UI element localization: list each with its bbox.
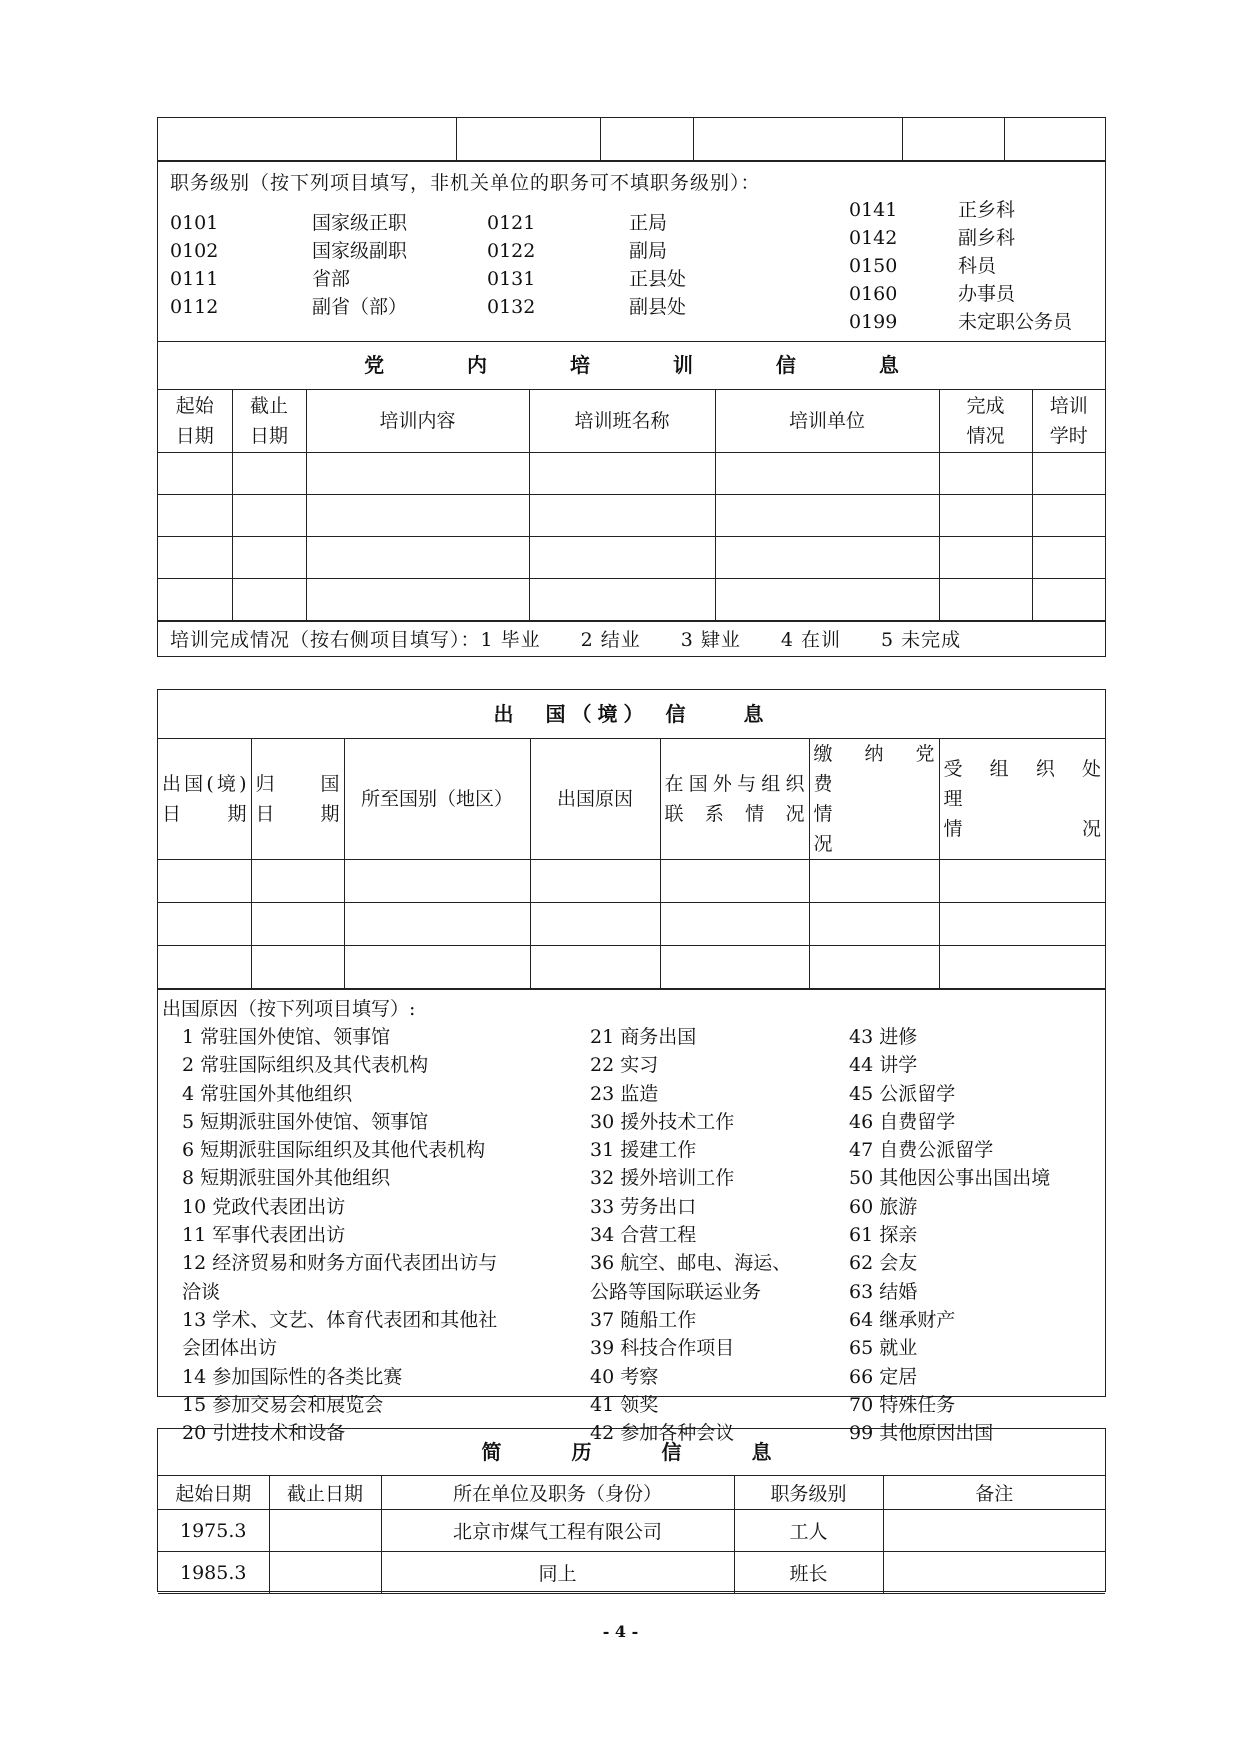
cell[interactable] (158, 860, 251, 903)
code-col-2 (487, 208, 686, 320)
cell[interactable] (809, 903, 939, 946)
list-item: 62 会友 (849, 1252, 918, 1275)
cell-unit-position[interactable]: 北京市煤气工程有限公司 (381, 1510, 734, 1552)
header-start-date: 起始日期 (158, 1476, 269, 1510)
cell[interactable] (158, 118, 456, 160)
cell[interactable] (715, 536, 939, 578)
list-item: 2 常驻国际组织及其代表机构 (182, 1054, 429, 1077)
cell-start-date[interactable]: 1985.3 (158, 1552, 269, 1594)
list-item: 63 结婚 (849, 1280, 918, 1303)
cell-end-date[interactable] (269, 1552, 381, 1594)
code: 0101 (170, 211, 219, 234)
code-col-3 (849, 195, 1072, 335)
table-row (158, 860, 1105, 903)
cell-job-level[interactable]: 班长 (734, 1552, 883, 1594)
cell[interactable] (344, 946, 530, 989)
list-item: 34 合营工程 (590, 1224, 697, 1247)
code-name: 正乡科 (958, 198, 1016, 221)
list-item: 60 旅游 (849, 1195, 918, 1218)
code-name: 办事员 (958, 282, 1016, 305)
cell[interactable] (939, 860, 1105, 903)
cell[interactable] (344, 903, 530, 946)
list-item: 44 讲学 (849, 1054, 918, 1077)
list-item: 12 经济贸易和财务方面代表团出访与 (182, 1252, 498, 1275)
cell[interactable] (529, 452, 715, 494)
code: 0131 (487, 267, 536, 290)
cell[interactable] (902, 118, 1004, 160)
header-country: 所至国别（地区） (344, 739, 530, 860)
cell[interactable] (232, 578, 306, 620)
code: 0160 (849, 282, 898, 305)
list-item: 66 定居 (849, 1365, 918, 1388)
list-item: 47 自费公派留学 (849, 1139, 994, 1162)
reasons-col-1 (182, 1023, 497, 1447)
list-item: 36 航空、邮电、海运、 (590, 1252, 792, 1275)
code-name: 国家级副职 (312, 239, 408, 262)
cell[interactable] (939, 452, 1032, 494)
code-col-1 (170, 208, 407, 320)
resume-block (157, 1428, 1106, 1592)
table-row (158, 1510, 1105, 1552)
code: 0121 (487, 211, 536, 234)
code-name: 正县处 (629, 267, 687, 290)
header-completion: 完成 情况 (939, 389, 1032, 452)
list-item: 64 继承财产 (849, 1308, 956, 1331)
cell[interactable] (693, 118, 902, 160)
cell[interactable] (306, 494, 529, 536)
code-name: 副局 (629, 239, 668, 262)
header-leave-date: 出国(境) 日 期 (158, 739, 251, 860)
cell-remark[interactable] (883, 1552, 1105, 1594)
code: 0141 (849, 198, 898, 221)
header-dues: 缴 纳 党 费 情 况 (809, 739, 939, 860)
code: 0150 (849, 254, 898, 277)
cell[interactable] (158, 946, 251, 989)
cell[interactable] (232, 494, 306, 536)
list-item: 61 探亲 (849, 1224, 918, 1247)
code: 0112 (170, 295, 219, 318)
list-item: 42 参加各种会议 (590, 1422, 735, 1445)
cell[interactable] (939, 494, 1032, 536)
code: 0132 (487, 295, 536, 318)
list-item: 39 科技合作项目 (590, 1337, 735, 1360)
list-item: 22 实习 (590, 1054, 659, 1077)
cell[interactable] (660, 946, 809, 989)
cell[interactable] (530, 946, 660, 989)
header-return-date: 归 国 日 期 (251, 739, 344, 860)
list-item: 50 其他因公事出国出境 (849, 1167, 1051, 1190)
cell[interactable] (660, 860, 809, 903)
code-name: 副乡科 (958, 226, 1016, 249)
cell[interactable] (158, 903, 251, 946)
resume-title: 简 历 信 息 (481, 1440, 782, 1464)
cell[interactable] (232, 536, 306, 578)
cell[interactable] (1032, 494, 1105, 536)
list-item: 31 援建工作 (590, 1139, 697, 1162)
table-row (158, 536, 1105, 578)
list-item: 70 特殊任务 (849, 1393, 956, 1416)
header-content: 培训内容 (306, 389, 529, 452)
cell[interactable] (529, 536, 715, 578)
page-number: - 4 - (602, 1622, 639, 1641)
list-item: 46 自费留学 (849, 1110, 956, 1133)
code-name: 科员 (958, 254, 997, 277)
job-level-codes (158, 161, 1105, 341)
header-unit: 培训单位 (715, 389, 939, 452)
cell[interactable] (158, 578, 232, 620)
list-item: 33 劳务出口 (590, 1195, 697, 1218)
cell[interactable] (251, 860, 344, 903)
header-contact: 在国外与组织 联 系 情 况 (660, 739, 809, 860)
list-item: 23 监造 (590, 1082, 659, 1105)
header-end-date: 截止日期 (269, 1476, 381, 1510)
list-item: 41 领奖 (590, 1393, 659, 1416)
list-item: 公路等国际联运业务 (590, 1280, 762, 1303)
code: 0102 (170, 239, 219, 262)
header-reason: 出国原因 (530, 739, 660, 860)
header-remark: 备注 (883, 1476, 1105, 1510)
list-item: 15 参加交易会和展览会 (182, 1393, 384, 1416)
top-empty-row (158, 118, 1105, 161)
list-item: 20 引进技术和设备 (182, 1422, 346, 1445)
list-item: 65 就业 (849, 1337, 918, 1360)
cell[interactable] (530, 860, 660, 903)
list-item: 32 援外培训工作 (590, 1167, 735, 1190)
cell[interactable] (1032, 452, 1105, 494)
code-name: 副省（部） (312, 295, 408, 318)
cell[interactable] (529, 494, 715, 536)
cell[interactable] (306, 578, 529, 620)
cell[interactable] (809, 860, 939, 903)
cell[interactable] (715, 494, 939, 536)
cell[interactable] (1032, 536, 1105, 578)
cell-job-level[interactable]: 工人 (734, 1510, 883, 1552)
cell-start-date[interactable]: 1975.3 (158, 1510, 269, 1552)
table-row (158, 946, 1105, 989)
header-unit-position: 所在单位及职务（身份） (381, 1476, 734, 1510)
abroad-table (158, 738, 1121, 989)
cell[interactable] (529, 578, 715, 620)
cell[interactable] (251, 946, 344, 989)
cell[interactable] (600, 118, 693, 160)
cell[interactable] (158, 452, 232, 494)
cell[interactable] (306, 452, 529, 494)
list-item: 会团体出访 (182, 1337, 278, 1360)
header-hours: 培训 学时 (1032, 389, 1105, 452)
list-item: 40 考察 (590, 1365, 659, 1388)
cell[interactable] (715, 578, 939, 620)
cell[interactable] (158, 494, 232, 536)
abroad-title: 出 国（境） 信 息 (493, 702, 770, 726)
list-item: 6 短期派驻国际组织及其他代表机构 (182, 1139, 486, 1162)
table-row (158, 903, 1105, 946)
header-discipline: 受 组 织 处 理 情 况 (939, 739, 1105, 860)
table-row (158, 494, 1105, 536)
list-item: 洽谈 (182, 1280, 221, 1303)
cell[interactable] (939, 536, 1032, 578)
reasons-col-3 (849, 1023, 1050, 1447)
cell[interactable] (939, 946, 1105, 989)
list-item: 11 军事代表团出访 (182, 1224, 346, 1247)
training-title: 党 内 培 训 信 息 (158, 341, 1105, 389)
cell[interactable] (660, 903, 809, 946)
list-item: 4 常驻国外其他组织 (182, 1082, 353, 1105)
code-name: 副县处 (629, 295, 687, 318)
abroad-block (157, 689, 1121, 1445)
level-training-block (157, 117, 1106, 657)
reasons-title: 出国原因（按下列项目填写）: (162, 998, 416, 1020)
cell[interactable] (939, 903, 1105, 946)
cell[interactable] (530, 903, 660, 946)
cell[interactable] (809, 946, 939, 989)
list-item: 99 其他原因出国 (849, 1422, 994, 1445)
cell[interactable] (1004, 118, 1105, 160)
code-name: 正局 (629, 211, 668, 234)
header-start-date: 起始 日期 (158, 389, 232, 452)
header-end-date: 截止 日期 (232, 389, 306, 452)
abroad-reasons (158, 989, 1105, 1448)
header-job-level: 职务级别 (734, 1476, 883, 1510)
resume-table (158, 1475, 1105, 1594)
job-level-note: 职务级别（按下列项目填写，非机关单位的职务可不填职务级别）： (170, 171, 761, 194)
cell[interactable] (939, 578, 1032, 620)
list-item: 1 常驻国外使馆、领事馆 (182, 1026, 391, 1048)
code-name: 未定职公务员 (958, 310, 1073, 333)
reasons-col-2 (590, 1023, 791, 1447)
list-item: 5 短期派驻国外使馆、领事馆 (182, 1110, 429, 1133)
training-table (158, 389, 1105, 621)
list-item: 37 随船工作 (590, 1308, 697, 1331)
list-item: 45 公派留学 (849, 1082, 956, 1105)
training-completion-note: 培训完成情况（按右侧项目填写）：1 毕业 2 结业 3 肄业 4 在训 5 未完成 (158, 621, 1105, 659)
table-row (158, 578, 1105, 620)
header-class-name: 培训班名称 (529, 389, 715, 452)
cell[interactable] (1032, 578, 1105, 620)
list-item: 30 援外技术工作 (590, 1110, 735, 1133)
code: 0199 (849, 310, 898, 333)
list-item: 43 进修 (849, 1026, 918, 1048)
list-item: 14 参加国际性的各类比赛 (182, 1365, 403, 1388)
cell-unit-position[interactable]: 同上 (381, 1552, 734, 1594)
table-row (158, 452, 1105, 494)
cell[interactable] (306, 536, 529, 578)
cell-remark[interactable] (883, 1510, 1105, 1552)
code: 0142 (849, 226, 898, 249)
cell[interactable] (232, 452, 306, 494)
list-item: 13 学术、文艺、体育代表团和其他社 (182, 1308, 498, 1331)
cell[interactable] (158, 536, 232, 578)
code: 0122 (487, 239, 536, 262)
cell[interactable] (456, 118, 600, 160)
code-name: 国家级正职 (312, 211, 408, 234)
cell[interactable] (715, 452, 939, 494)
cell-end-date[interactable] (269, 1510, 381, 1552)
table-row (158, 1552, 1105, 1594)
code: 0111 (170, 267, 219, 290)
code-name: 省部 (312, 267, 351, 290)
list-item: 10 党政代表团出访 (182, 1195, 346, 1218)
list-item: 21 商务出国 (590, 1026, 697, 1048)
cell[interactable] (251, 903, 344, 946)
cell[interactable] (344, 860, 530, 903)
list-item: 8 短期派驻国外其他组织 (182, 1167, 391, 1190)
